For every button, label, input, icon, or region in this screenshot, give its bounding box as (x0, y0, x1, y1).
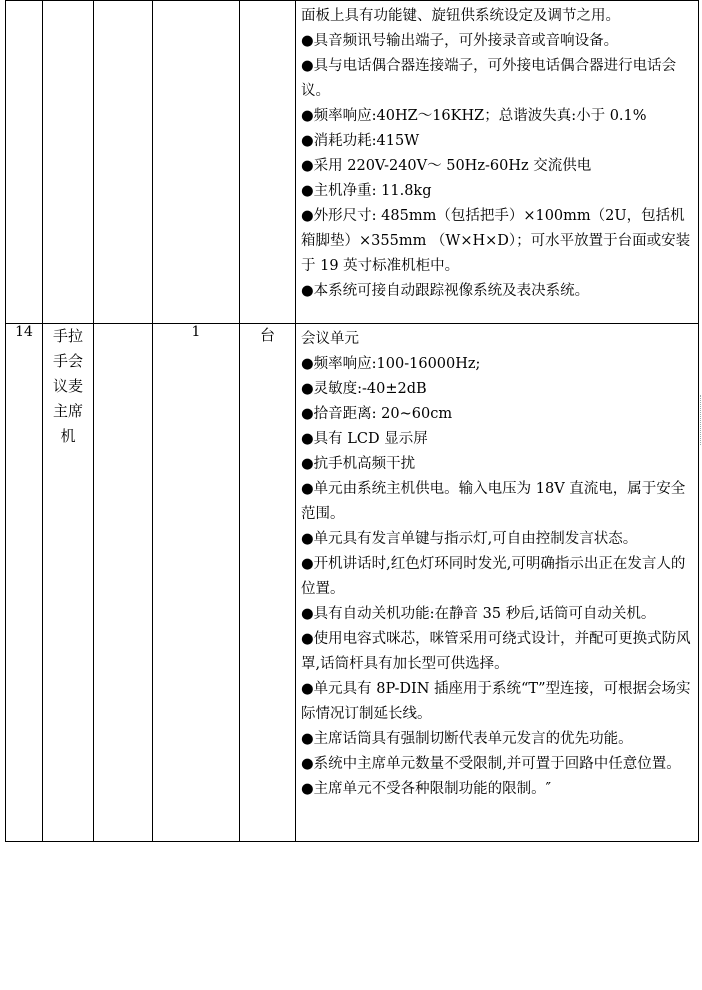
spec-line: ●抗手机高频干扰 (301, 456, 416, 472)
spec-line: ●频率响应:100-16000Hz; (301, 356, 481, 372)
spec-description-cell (296, 1, 699, 324)
spec-line: ●主席话筒具有强制切断代表单元发言的优先功能。 (301, 731, 633, 747)
spec-line: 面板上具有功能键、旋钮供系统设定及调节之用。 (301, 8, 620, 24)
spec-line: ●系统中主席单元数量不受限制,并可置于回路中任意位置。 (301, 756, 681, 772)
spec-line: ●消耗功耗:415W (301, 133, 420, 149)
spec-line: ●主席单元不受各种限制功能的限制。″ (301, 781, 552, 797)
spec-line: ●频率响应:40HZ～16KHZ；总谐波失真:小于 0.1% (301, 108, 647, 124)
spec-line: ●具有 LCD 显示屏 (301, 431, 428, 447)
spec-description-cell (296, 324, 699, 842)
spec-line: ●单元具有 8P-DIN 插座用于系统“T”型连接，可根据会场实际情况订制延长线。 (301, 681, 691, 722)
table-row (6, 324, 699, 842)
spec-line: ●灵敏度:-40±2dB (301, 381, 427, 397)
spec-table (5, 0, 699, 842)
unit-cell: 台 (240, 324, 296, 842)
spec-line: ●主机净重: 11.8kg (301, 183, 432, 199)
item-name-cell (43, 1, 94, 324)
row-number-cell (6, 1, 43, 324)
row-number-cell: 14 (6, 324, 43, 842)
spec-line: ●单元具有发言单键与指示灯,可自由控制发言状态。 (301, 531, 638, 547)
brand-cell (94, 1, 153, 324)
quantity-cell (153, 1, 240, 324)
spec-line: ●具音频讯号输出端子，可外接录音或音响设备。 (301, 33, 619, 49)
quantity-cell: 1 (153, 324, 240, 842)
spec-line: ●采用 220V-240V～ 50Hz-60Hz 交流供电 (301, 158, 592, 174)
brand-cell (94, 324, 153, 842)
unit-cell (240, 1, 296, 324)
table-row (6, 1, 699, 324)
spec-line: ●具与电话偶合器连接端子，可外接电话偶合器进行电话会议。 (301, 58, 677, 99)
spec-line: ●开机讲话时,红色灯环同时发光,可明确指示出正在发言人的位置。 (301, 556, 686, 597)
spec-line: ●使用电容式咪芯，咪管采用可绕式设计，并配可更换式防风罩,话筒杆具有加长型可供选择。 (301, 631, 691, 672)
spec-line: 会议单元 (301, 331, 359, 347)
spec-line: ●单元由系统主机供电。输入电压为 18V 直流电，属于安全范围。 (301, 481, 686, 522)
spec-line: ●具有自动关机功能:在静音 35 秒后,话筒可自动关机。 (301, 606, 656, 622)
spec-line: ●本系统可接自动跟踪视像系统及表决系统。 (301, 283, 590, 299)
item-name-text: 手拉手会议麦主席机 (52, 327, 83, 445)
item-name-cell (43, 324, 94, 842)
page-margin-marker (700, 395, 701, 445)
spec-line: ●拾音距离: 20~60cm (301, 406, 453, 422)
spec-line: ●外形尺寸: 485mm（包括把手）×100mm（2U，包括机箱脚垫）×355mm （W×H×D）；可水平放置于台面或安装于 19 英寸标准机柜中。 (301, 208, 691, 274)
